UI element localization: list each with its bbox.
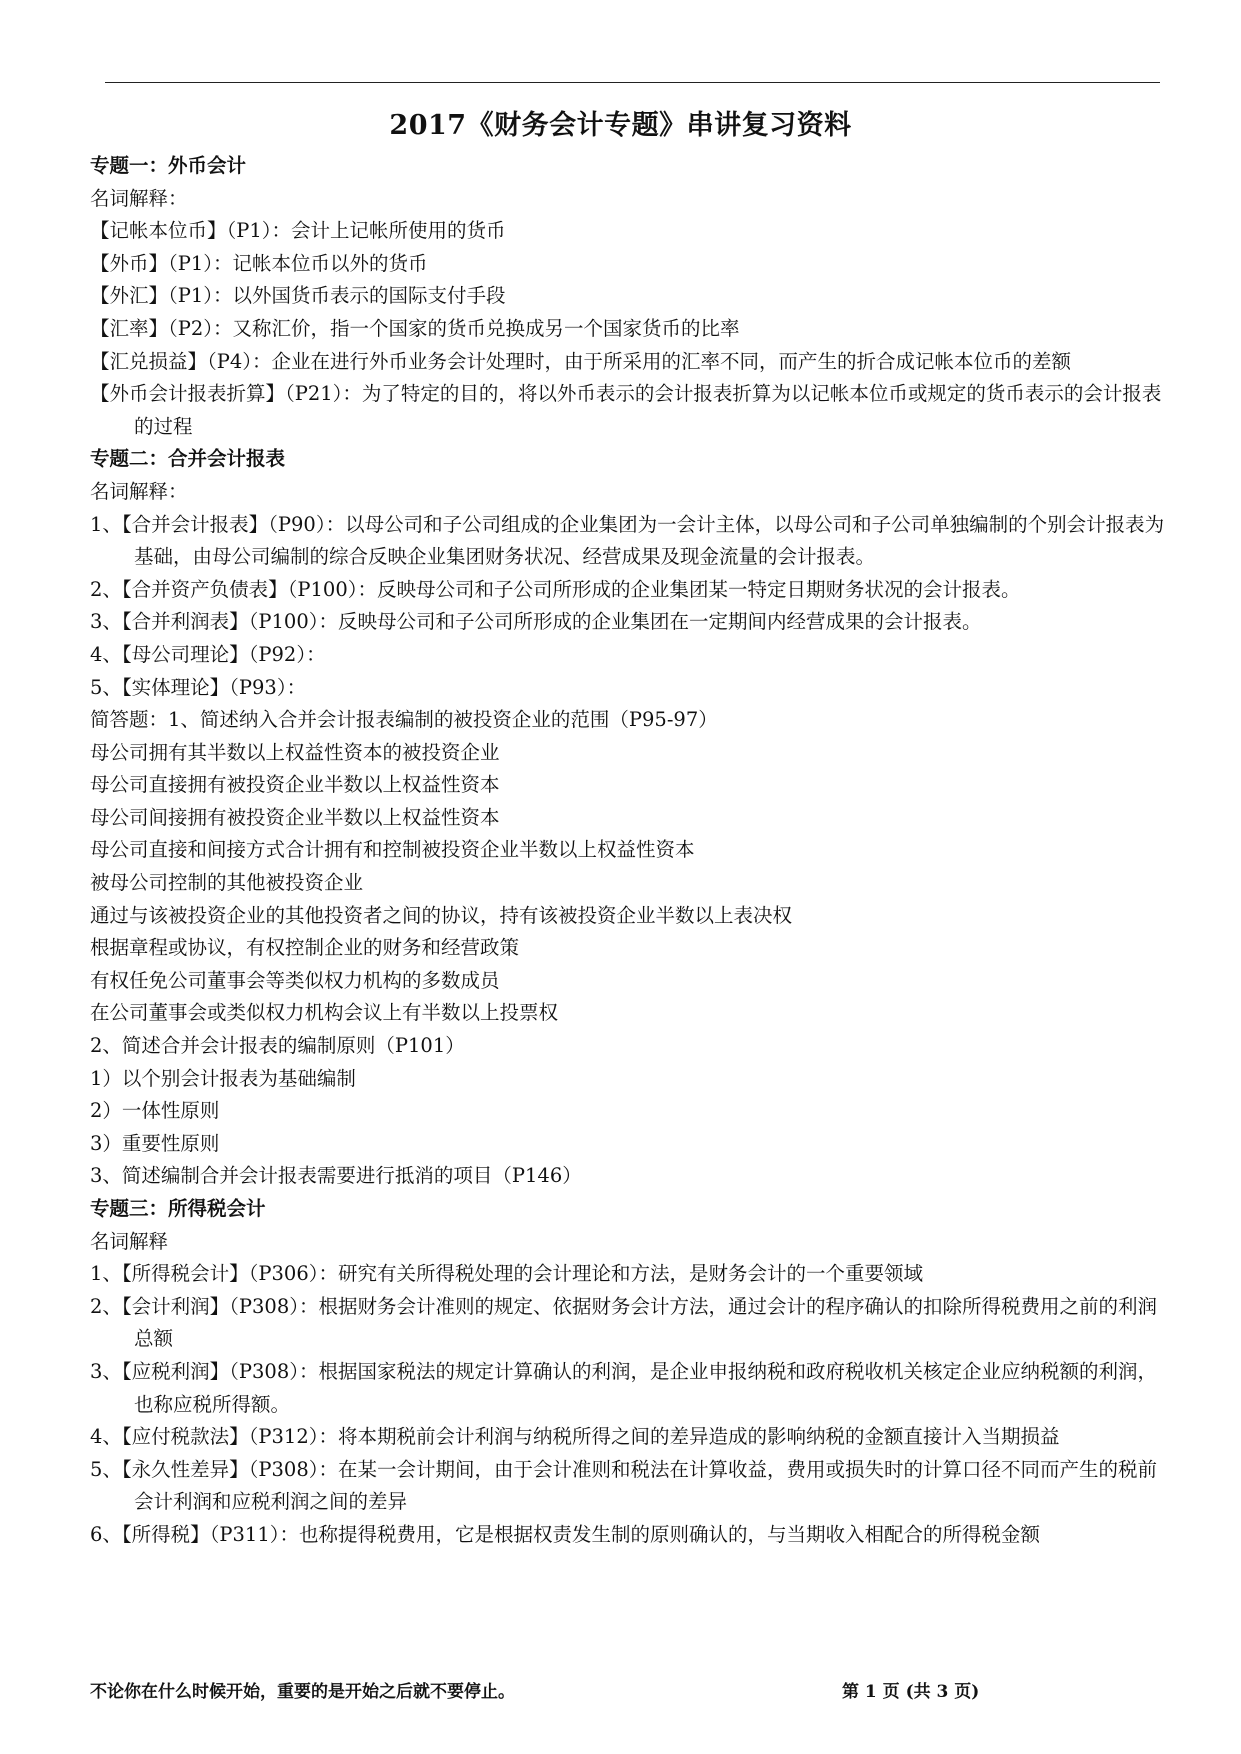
section-heading: 专题一：外币会计 [90, 154, 247, 177]
text-line: 2、【会计利润】（P308）：根据财务会计准则的规定、依据财务会计方法，通过会计的程序确认的扣除所得税费用之前的利润总额 [90, 1294, 1157, 1351]
text-line: 1）以个别会计报表为基础编制 [90, 1066, 356, 1090]
footer-page-info: 第 1 页 (共 3 页) [842, 1682, 980, 1702]
text-line: 在公司董事会或类似权力机构会议上有半数以上投票权 [90, 1001, 559, 1025]
text-line: 3、【应税利润】（P308）：根据国家税法的规定计算确认的利润，是企业申报纳税和政府税收机关核定企业应纳税额的利润，也称应税所得额。 [90, 1359, 1157, 1416]
header-rule [105, 82, 1160, 83]
text-line: 母公司拥有其半数以上权益性资本的被投资企业 [90, 740, 500, 764]
document-body [90, 150, 1165, 1552]
text-line: 3、简述编制合并会计报表需要进行抵消的项目（P146） [90, 1164, 582, 1188]
text-line: 6、【所得税】（P311）：也称提得税费用，它是根据权责发生制的原则确认的，与当期收入相配合的所得税金额 [90, 1522, 1040, 1546]
text-line: 【外汇】（P1）：以外国货币表示的国际支付手段 [90, 284, 506, 308]
text-line: 根据章程或协议，有权控制企业的财务和经营政策 [90, 936, 520, 960]
text-line: 【记帐本位币】（P1）：会计上记帐所使用的货币 [90, 219, 506, 243]
text-line: 通过与该被投资企业的其他投资者之间的协议，持有该被投资企业半数以上表决权 [90, 903, 793, 927]
text-line: 【外币会计报表折算】（P21）：为了特定的目的，将以外币表示的会计报表折算为以记帐本位币或规定的货币表示的会计报表的过程 [90, 382, 1162, 438]
text-line: 5、【实体理论】（P93）： [90, 675, 307, 699]
text-line: 4、【母公司理论】（P92）： [90, 642, 326, 666]
text-line: 简答题：1、简述纳入合并会计报表编制的被投资企业的范围（P95-97） [90, 708, 718, 732]
text-line: 有权任免公司董事会等类似权力机构的多数成员 [90, 968, 500, 992]
text-line: 【汇兑损益】（P4）：企业在进行外币业务会计处理时，由于所采用的汇率不同，而产生的折合成记帐本位币的差额 [90, 349, 1072, 373]
section-heading: 专题二：合并会计报表 [90, 447, 286, 471]
text-line: 【汇率】（P2）：又称汇价，指一个国家的货币兑换成另一个国家货币的比率 [90, 316, 740, 340]
text-line: 5、【永久性差异】（P308）：在某一会计期间，由于会计准则和税法在计算收益，费用或损失时的计算口径不同而产生的税前会计利润和应税利润之间的差异 [90, 1457, 1157, 1514]
text-line: 名词解释： [90, 479, 188, 503]
text-line: 母公司直接拥有被投资企业半数以上权益性资本 [90, 773, 500, 797]
text-line: 2）一体性原则 [90, 1099, 220, 1123]
text-line: 1、【合并会计报表】（P90）：以母公司和子公司组成的企业集团为一会计主体，以母公司和子公司单独编制的个别会计报表为基础，由母公司编制的综合反映企业集团财务状况、经营成果及现金流量的会计报表。 [90, 512, 1165, 569]
text-line: 2、【合并资产负债表】（P100）：反映母公司和子公司所形成的企业集团某一特定日期财务状况的会计报表。 [90, 577, 1021, 601]
text-line: 名词解释： [90, 186, 188, 210]
text-line: 母公司间接拥有被投资企业半数以上权益性资本 [90, 805, 500, 829]
text-line: 母公司直接和间接方式合计拥有和控制被投资企业半数以上权益性资本 [90, 838, 695, 862]
text-line: 3）重要性原则 [90, 1131, 220, 1155]
text-line: 被母公司控制的其他被投资企业 [90, 871, 364, 895]
document-title: 2017《财务会计专题》串讲复习资料 [389, 110, 852, 141]
section-heading: 专题三：所得税会计 [90, 1197, 266, 1220]
text-line: 2、简述合并会计报表的编制原则（P101） [90, 1034, 465, 1058]
text-line: 3、【合并利润表】（P100）：反映母公司和子公司所形成的企业集团在一定期间内经营成果的会计报表。 [90, 610, 982, 634]
text-line: 4、【应付税款法】（P312）：将本期税前会计利润与纳税所得之间的差异造成的影响纳税的金额直接计入当期损益 [90, 1425, 1060, 1449]
text-line: 1、【所得税会计】（P306）：研究有关所得税处理的会计理论和方法，是财务会计的一个重要领域 [90, 1262, 923, 1286]
footer-motto: 不论你在什么时候开始，重要的是开始之后就不要停止。 [90, 1682, 515, 1702]
text-line: 名词解释 [90, 1229, 169, 1253]
text-line: 【外币】（P1）：记帐本位币以外的货币 [90, 251, 428, 275]
